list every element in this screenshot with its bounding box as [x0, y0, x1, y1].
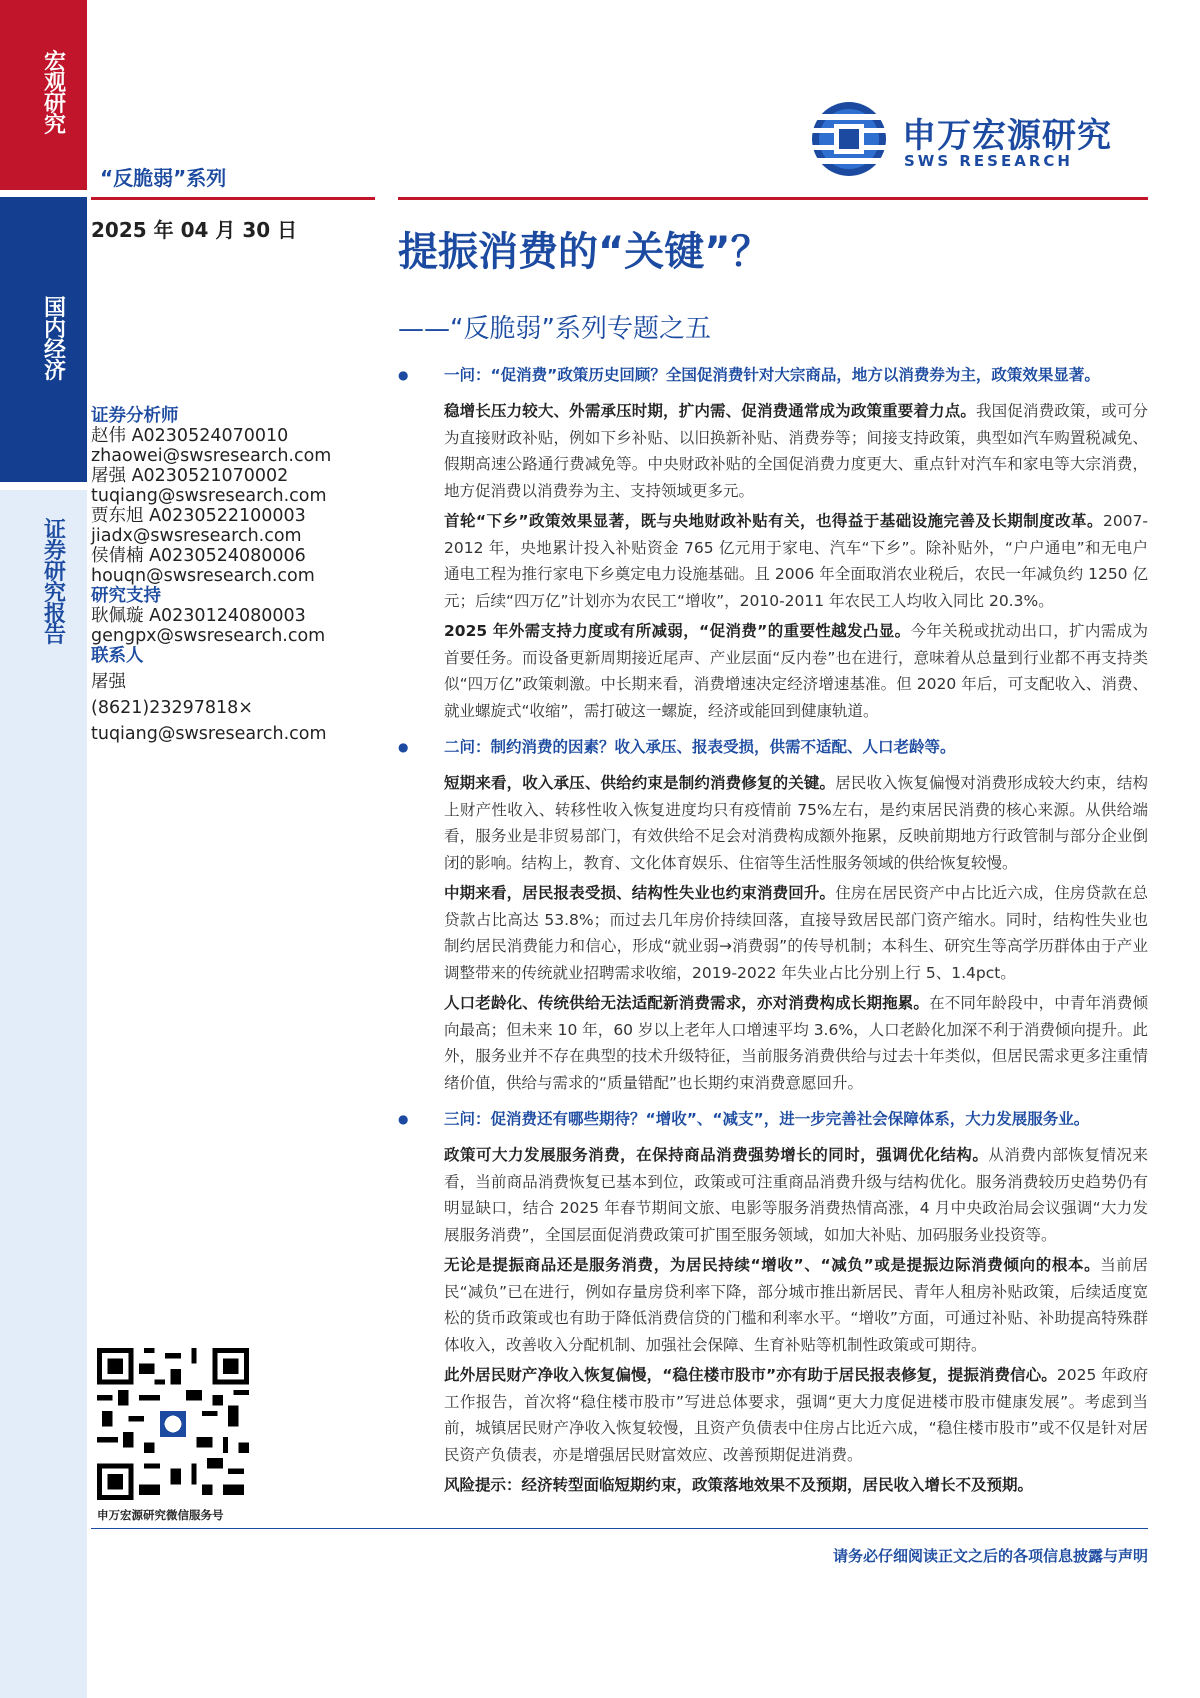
support-heading: 研究支持 — [91, 586, 161, 606]
analyst-2-email[interactable]: tuqiang@swsresearch.com — [91, 486, 327, 506]
disclaimer-footer[interactable]: 请务必仔细阅读正文之后的各项信息披露与声明 — [832, 1547, 1148, 1565]
logo-mark-icon — [810, 100, 888, 178]
question-1-heading: ● 一问：“促消费”政策历史回顾？全国促消费针对大宗商品，地方以消费券为主，政策效果显著。 — [398, 364, 1148, 386]
contact-phone: (8621)23297818× — [91, 698, 253, 718]
contacts-panel — [91, 406, 381, 744]
analyst-4-id: 侯倩楠 A0230524080006 — [91, 546, 306, 566]
header-rule-left — [91, 197, 375, 200]
paragraph-9: 此外居民财产净收入恢复偏慢，“稳住楼市股市”亦有助于居民报表修复，提振消费信心。2025 年政府工作报告，首次将“稳住楼市股市”写进总体要求，强调“更大力度促进楼市股市健康发展”。考虑到当前，城镇居民财产净收入恢复较慢，且资产负债表中住房占比近六成，“稳住楼市股市”或不仅是针对居民资产负债表，亦是增强居民财富效应、改善预期促进消费。 — [444, 1366, 1148, 1464]
report-title: 提振消费的“关键”？ — [398, 229, 771, 275]
footer-rule — [91, 1528, 1148, 1529]
paragraph-7: 政策可大力发展服务消费，在保持商品消费强势增长的同时，强调优化结构。从消费内部恢复情况来看，当前商品消费恢复已基本到位，政策或可注重商品消费升级与结构优化。服务消费较历史趋势仍有明显缺口，结合 2025 年春节期间文旅、电影等服务消费热情高涨，4 月中央政治局会议强调“大力发展服务消费”，全国层面促消费政策可扩围至服务领域，如加大补贴、加码服务业投资等。 — [444, 1146, 1148, 1244]
contact-heading: 联系人 — [91, 646, 144, 666]
side-band-light — [0, 490, 87, 1698]
question-2-heading: ● 二问：制约消费的因素？收入承压、报表受损，供需不适配、人口老龄等。 — [398, 736, 1148, 758]
paragraph-8: 无论是提振商品还是服务消费，为居民持续“增收”、“减负”或是提振边际消费倾向的根本。当前居民“减负”已在进行，例如存量房贷利率下降，部分城市推出新居民、青年人租房补贴政策，后续适度宽松的货币政策或也有助于降低消费信贷的门槛和利率水平。“增收”方面，可通过补贴、补助提高特殊群体收入，改善收入分配机制、加强社会保障、生育补贴等机制性政策或可期待。 — [444, 1256, 1148, 1354]
contact-name: 屠强 — [91, 672, 126, 692]
logo-text-en: SWS RESEARCH — [904, 152, 1073, 170]
logo-text-cn: 申万宏源研究 — [902, 116, 1112, 156]
contact-email[interactable]: tuqiang@swsresearch.com — [91, 724, 327, 744]
side-tab-report: 证 券 研 究 报 告 — [43, 518, 66, 648]
paragraph-2: 首轮“下乡”政策效果显著，既与央地财政补贴有关，也得益于基础设施完善及长期制度改革。2007-2012 年，央地累计投入补贴资金 765 亿元用于家电、汽车“下乡”。除补贴外，“户户通电”和无电户通电工程为推行家电下乡奠定电力设施基础。且 2006 年全面取消农业税后，农民一年减负约 1250 亿元；后续“四万亿”计划亦为农民工“增收”，2010-2011 年农民工人均收入同比 20.3%。 — [444, 512, 1148, 610]
report-date: 2025 年 04 月 30 日 — [91, 218, 298, 242]
company-logo — [810, 100, 1150, 180]
analyst-3-id: 贾东旭 A0230522100003 — [91, 506, 306, 526]
report-subtitle: ——“反脆弱”系列专题之五 — [398, 314, 711, 344]
paragraph-3: 2025 年外需支持力度或有所减弱，“促消费”的重要性越发凸显。今年关税或扰动出口，扩内需成为首要任务。而设备更新周期接近尾声、产业层面“反内卷”也在进行，意味着从总量到行业都不再支持类似“四万亿”政策刺激。中长期来看，消费增速决定经济增速基准。但 2020 年后，可支配收入、消费、就业螺旋式“收缩”，需打破这一螺旋，经济或能回到健康轨道。 — [444, 622, 1148, 720]
support-1-id: 耿佩璇 A0230124080003 — [91, 606, 306, 626]
analyst-heading: 证券分析师 — [91, 406, 179, 426]
analyst-1-id: 赵伟 A0230524070010 — [91, 426, 289, 446]
paragraph-5: 中期来看，居民报表受损、结构性失业也约束消费回升。住房在居民资产中占比近六成，住房贷款在总贷款占比高达 53.8%；而过去几年房价持续回落，直接导致居民部门资产缩水。同时，结构性失业也制约居民消费能力和信心，形成“就业弱→消费弱”的传导机制；本科生、研究生等高学历群体由于产业调整带来的传统就业招聘需求收缩，2019-2022 年失业占比分别上行 5、1.4pct。 — [444, 884, 1148, 982]
question-3-heading: ● 三问：促消费还有哪些期待？“增收”、“减支”，进一步完善社会保障体系，大力发展服务业。 — [398, 1108, 1148, 1130]
analyst-3-email[interactable]: jiadx@swsresearch.com — [91, 526, 302, 546]
support-1-email[interactable]: gengpx@swsresearch.com — [91, 626, 326, 646]
analyst-1-email[interactable]: zhaowei@swsresearch.com — [91, 446, 332, 466]
wechat-qr-code-icon[interactable] — [97, 1348, 249, 1500]
analyst-2-id: 屠强 A0230521070002 — [91, 466, 289, 486]
paragraph-1: 稳增长压力较大、外需承压时期，扩内需、促消费通常成为政策重要着力点。我国促消费政策，或可分为直接财政补贴，例如下乡补贴、以旧换新补贴、消费券等；间接支持政策，典型如汽车购置税减免、假期高速公路通行费减免等。中央财政补贴的全国促消费力度更大、重点针对汽车和家电等大宗消费，地方促消费以消费券为主、支持领域更多元。 — [444, 402, 1148, 500]
paragraph-4: 短期来看，收入承压、供给约束是制约消费修复的关键。居民收入恢复偏慢对消费形成较大约束，结构上财产性收入、转移性收入恢复进度均只有疫情前 75%左右，是约束居民消费的核心来源。从供给端看，服务业是非贸易部门，有效供给不足会对消费构成额外拖累，反映前期地方行政管制与部分企业倒闭的影响。结构上，教育、文化体育娱乐、住宿等生活性服务领域的供给恢复较慢。 — [444, 774, 1148, 872]
header-rule-right — [398, 197, 1148, 200]
risk-warning: 风险提示：经济转型面临短期约束，政策落地效果不及预期，居民收入增长不及预期。 — [444, 1476, 1034, 1494]
side-tab-domestic: 国 内 经 济 — [43, 296, 66, 384]
analyst-4-email[interactable]: houqn@swsresearch.com — [91, 566, 315, 586]
qr-caption: 申万宏源研究微信服务号 — [97, 1508, 224, 1522]
side-tab-macro: 宏 观 研 究 — [43, 50, 66, 138]
paragraph-6: 人口老龄化、传统供给无法适配新消费需求，亦对消费构成长期拖累。在不同年龄段中，中青年消费倾向最高；但未来 10 年，60 岁以上老年人口增速平均 3.6%，人口老龄化加深不利于消费倾向提升。此外，服务业并不存在典型的技术升级特征，当前服务消费供给与过去十年类似，但居民需求更多注重情绪价值，供给与需求的“质量错配”也长期约束消费意愿回升。 — [444, 994, 1148, 1092]
summary-body — [398, 364, 1148, 1498]
series-label: “反脆弱”系列 — [100, 166, 227, 190]
